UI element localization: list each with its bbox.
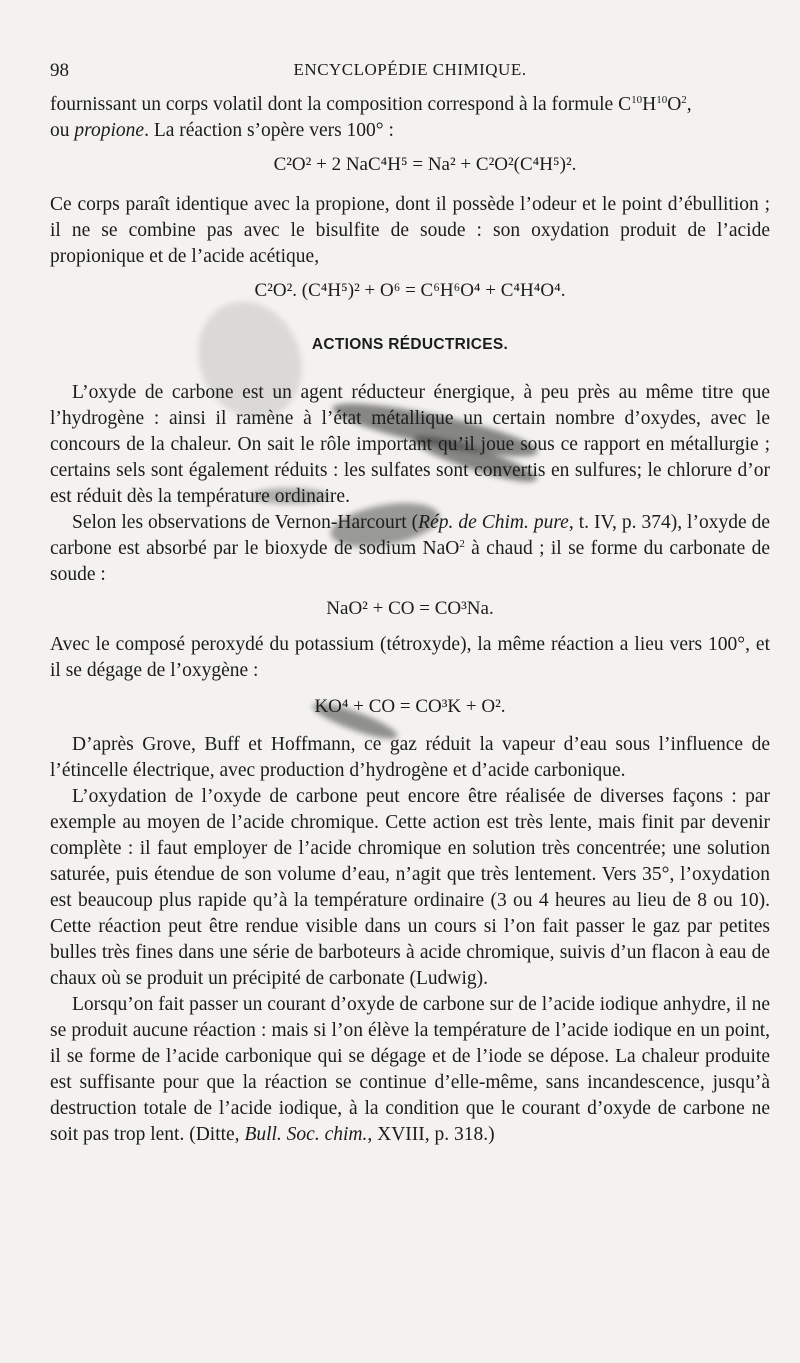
superscript: 2 <box>459 538 465 550</box>
formula-2: C²O². (C⁴H⁵)² + O⁶ = C⁶H⁶O⁴ + C⁴H⁴O⁴. <box>254 280 566 301</box>
text-run: , XVIII, p. 318.) <box>367 1124 495 1145</box>
paragraph-propione: Ce corps paraît identique avec la propione, dont il possède l’odeur et le point d’ébullition ; il ne se combine pas avec le bisulfite de soude : son oxydation produit de l’acide propionique et de l’acide acétique, <box>50 194 770 267</box>
formula-1: C²O² + 2 NaC⁴H⁵ = Na² + C²O²(C⁴H⁵)². <box>273 154 577 175</box>
text-run: Selon les observations de Vernon-Harcourt ( <box>72 512 419 533</box>
text-run: , <box>686 94 692 115</box>
text-run: Lorsqu’on fait passer un courant d’oxyde de carbone sur de l’acide iodique anhydre, il ne se produit aucune réaction : mais si l’on élève la température de l’acide iodique en un point, il se forme de l’acide carbonique qui se dégage et de l’iode se dépose. La chaleur produite est suffisante pour que la réaction se continue d’elle-même, sans incandescence, jusqu’à destruction totale de l’acide iodique, à la condition que le courant d’oxyde de carbone ne soit pas trop lent. (Ditte, <box>50 994 770 1145</box>
page-header <box>50 60 770 84</box>
paragraph-grove: D’après Grove, Buff et Hoffmann, ce gaz réduit la vapeur d’eau sous l’influence de l’étincelle électrique, avec production d’hydrogène et d’acide carbonique. <box>50 734 770 781</box>
running-title: ENCYCLOPÉDIE CHIMIQUE. <box>293 60 527 79</box>
paragraph-vernon-harcourt <box>50 510 770 588</box>
italic-citation: Bull. Soc. chim. <box>244 1124 368 1145</box>
paragraph-acide-iodique <box>50 992 770 1148</box>
text-run: H <box>642 94 657 115</box>
superscript: 2 <box>681 94 687 106</box>
text-run: fournissant un corps volatil dont la composition correspond à la formule C <box>50 94 632 115</box>
page-number: 98 <box>50 60 69 81</box>
text-run: O <box>667 94 682 115</box>
page-body <box>50 92 770 1148</box>
paragraph-oxydation: L’oxydation de l’oxyde de carbone peut encore être réalisée de diverses façons : par exemple au moyen de l’acide chromique. Cette action est très lente, mais finit par devenir complète : il faut employer de l’acide chromique en solution très concentrée; une solution saturée, puis étendue de son volume d’eau, n’agit que très lentement. Vers 35°, l’oxydation est beaucoup plus rapide qu’à la température ordinaire (3 ou 4 heures au lieu de 8 ou 10). Cette réaction peut être rendue visible dans un cours si l’on fait passer le gaz par petites bulles très fines dans une série de barboteurs à acide chromique, suivis d’un flacon à eau de chaux où se produit un précipité de carbonate (Ludwig). <box>50 786 770 989</box>
paragraph-reductions: L’oxyde de carbone est un agent réducteur énergique, à peu près au même titre que l’hydrogène : ainsi il ramène à l’état métallique un certain nombre d’oxydes, avec le concours de la chaleur. On sait le rôle important qu’il joue sous ce rapport en métallurgie ; certains sels sont également réduits : les sulfates sont convertis en sulfures; le chlorure d’or est réduit dès la température ordinaire. <box>50 382 770 507</box>
formula-3: NaO² + CO = CO³Na. <box>326 598 494 619</box>
text-run: à chaud ; il se forme du carbonate de soude : <box>50 538 770 585</box>
section-title: ACTIONS RÉDUCTRICES. <box>311 336 509 353</box>
formula-4: KO⁴ + CO = CO³K + O². <box>314 696 506 717</box>
superscript: 10 <box>631 94 643 106</box>
italic-term: propione <box>74 120 145 141</box>
paragraph-intro <box>50 92 770 144</box>
italic-citation: Rép. de Chim. pure <box>418 512 569 533</box>
text-run: ou <box>50 120 75 141</box>
superscript: 10 <box>656 94 668 106</box>
text-run: , t. IV, p. 374), l’oxyde de carbone est absorbé par le bioxyde de sodium NaO <box>50 512 770 559</box>
paragraph-peroxyde: Avec le composé peroxydé du potassium (tétroxyde), la même réaction a lieu vers 100°, et il se dégage de l’oxygène : <box>50 634 770 681</box>
text-run: . La réaction s’opère vers 100° : <box>144 120 394 141</box>
